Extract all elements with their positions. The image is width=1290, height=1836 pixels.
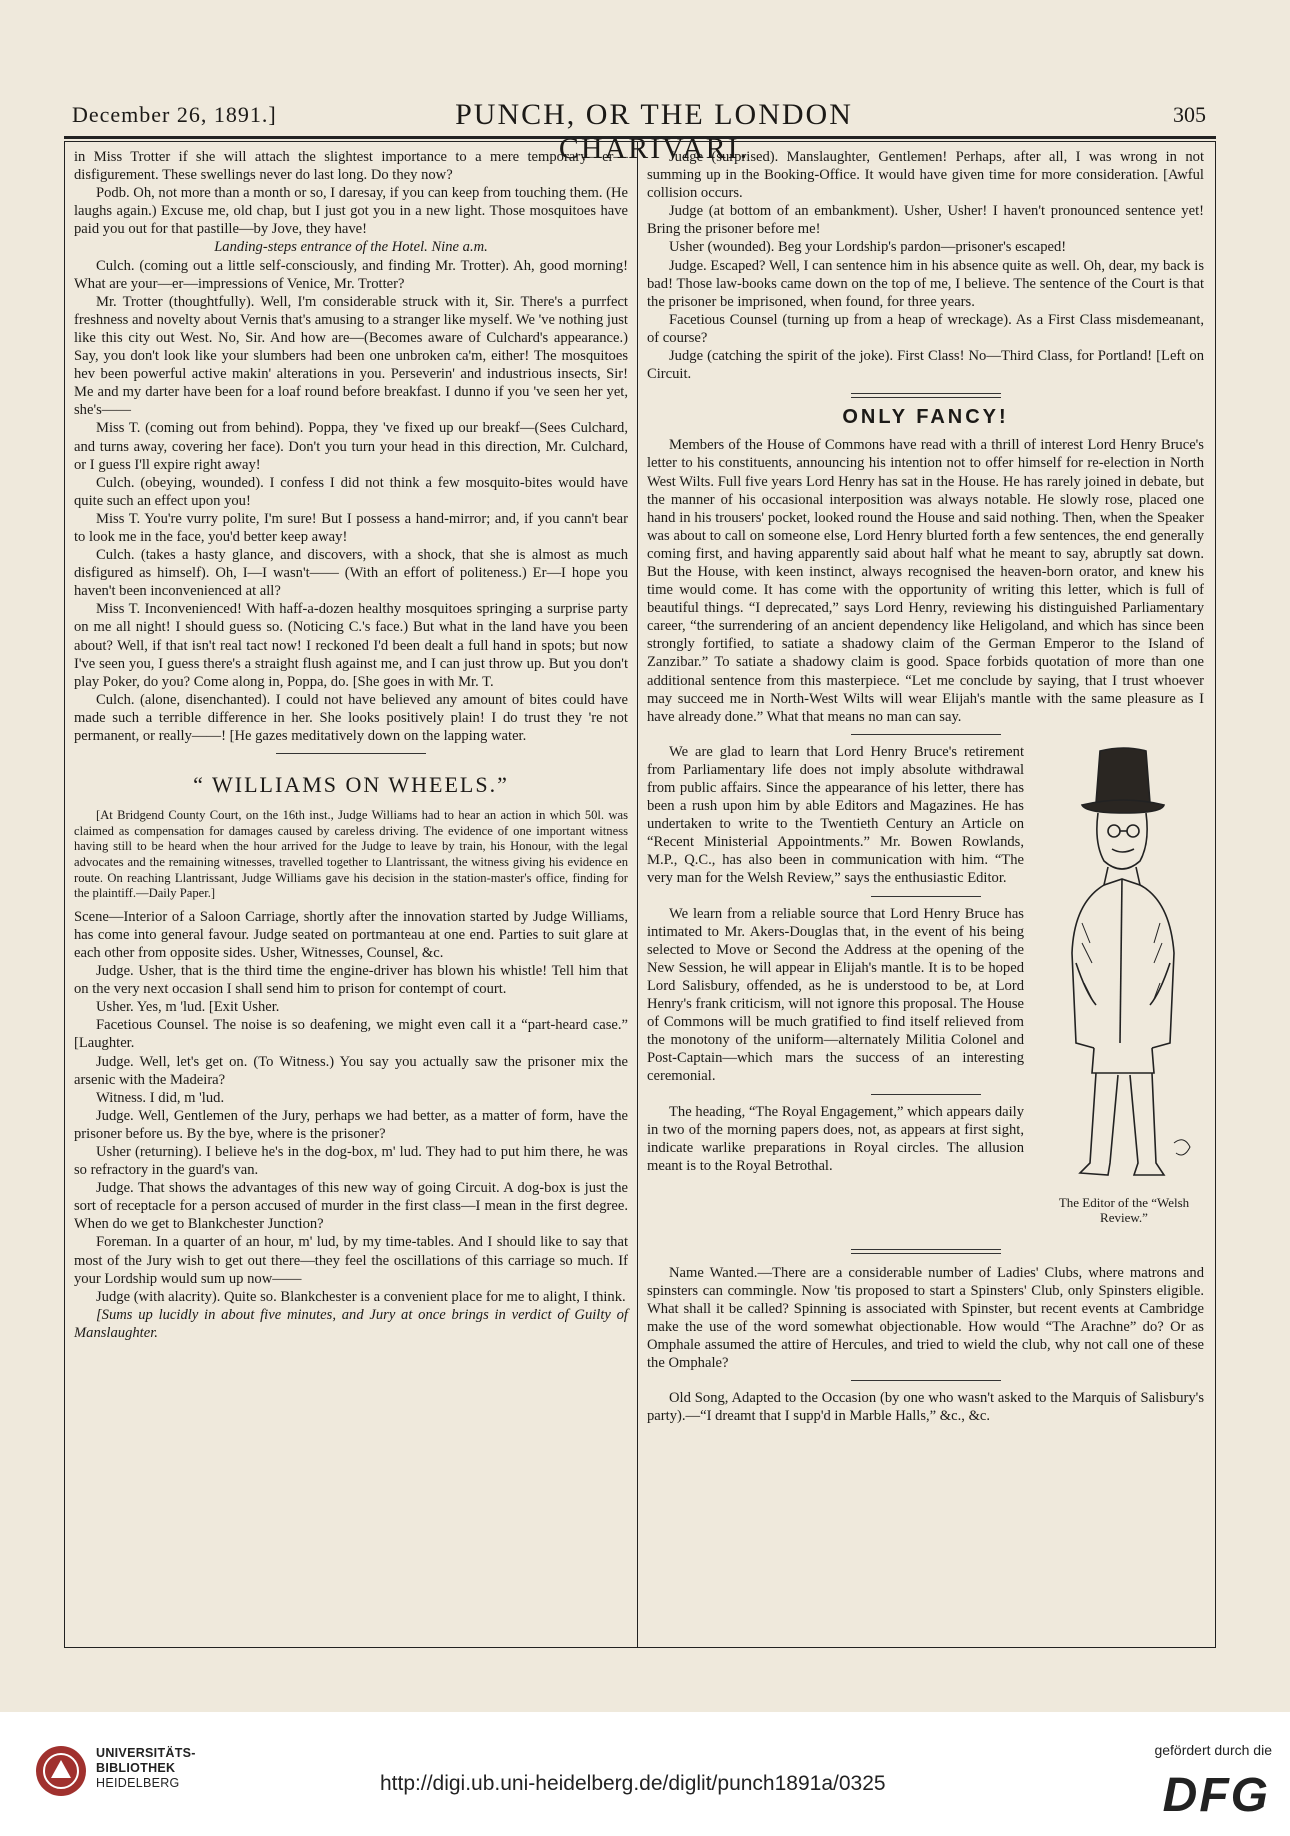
digitization-footer — [0, 1712, 1290, 1836]
paragraph: Members of the House of Commons have read with a thrill of interest Lord Henry Bruce's letter to his constituents, announcing his intention not to offer himself for re-election in North West Wilts. Full five years Lord Henry has sat in the House. He has rarely joined in debate, but the manner of his occasional interposition was always notable. He slowly rose, placed one hand in his trousers' pocket, looked round the House and said nothing. Then, when the Speaker was about to call on someone else, Lord Henry blurted forth a few sentences, the end generally coming first, and having apparently said about half what he meant to say, abruptly sat down. But the House, with keen instinct, always recognised the heaven-born orator, and knew his time would come. It has come with the opportunity of writing this letter, which is full of beautiful things. “I deprecated,” says Lord Henry, reviewing his distinguished Parliamentary career, “the surrendering of an ancient dependency like Heligoland, and which has since been strongly fortified, to satiate a shadowy claim of the German Emperor to the Island of Zanzibar.” To satiate a shadowy claim is good. Space forbids quotation of more than one additional sentence from this masterpiece. “Let me conclude by saying, that I trust whoever may succeed me in North-West Wilts will wear Elijah's mantle with the same pleasure as I have already done.” What that means no man can say. — [647, 437, 1204, 725]
university-seal-icon — [34, 1744, 88, 1798]
stage-direction: Landing-steps entrance of the Hotel. Nine a.m. — [214, 239, 488, 256]
scene-description: Scene—Interior of a Saloon Carriage, shortly after the innovation started by Judge Williams, has come into general favour. Judge seated on portmanteau at one end. Parties to suit glare at each other from opposite sides. Usher, Witnesses, Counsel, &c. — [74, 908, 628, 961]
dialogue-line: Facetious Counsel. The noise is so deafening, we might even call it a “part-heard case.” [Laughter. — [74, 1017, 628, 1052]
illustration-caption: The Editor of the “Welsh Review.” — [1058, 1194, 1190, 1225]
source-url-link[interactable]: http://digi.ub.uni-heidelberg.de/diglit/punch1891a/0325 — [380, 1772, 886, 1795]
section-rule — [851, 1249, 1001, 1254]
section-rule — [851, 393, 1001, 398]
dialogue-line: Witness. I did, m 'lud. — [96, 1089, 225, 1106]
funding-note: gefördert durch die — [1154, 1742, 1272, 1758]
left-column — [74, 148, 628, 1342]
paragraph: The heading, “The Royal Engagement,” which appears daily in two of the morning papers does, not, as appears at first sight, indicate warlike preparations in Royal circles. The allusion meant is to the Royal Betrothal. — [647, 1103, 1024, 1174]
dfg-logo: DFG — [1162, 1769, 1270, 1822]
paragraph: Podb. Oh, not more than a month or so, I daresay, if you can keep from touching them. (He laughs again.) Excuse me, old chap, but I just got you in a new light. Those mosquitoes have paid you out for that pastille—by Jove, they have! — [74, 185, 629, 238]
header-rule — [64, 136, 1216, 139]
paragraph: Culch. (alone, disenchanted). I could not have believed any amount of bites could have made such a terrible difference in her. She looks positively plain! I do trust they 're not permanent, or really——! [He gazes meditatively down on the lapping water. — [74, 691, 628, 744]
dialogue-line: Facetious Counsel (turning up from a heap of wreckage). As a First Class misdemeanant, of course? — [647, 311, 1204, 346]
dialogue-line: Usher (wounded). Beg your Lordship's pardon—prisoner's escaped! — [669, 239, 1067, 256]
paragraph: Culch. (obeying, wounded). I confess I did not think a few mosquito-bites would have quite such an effect upon you! — [74, 474, 628, 509]
page-header — [64, 98, 1216, 165]
dialogue-line: Foreman. In a quarter of an hour, m' lud, by my time-tables. And I should like to say that most of the Jury wish to get out there—they feel the oscillations of this carriage so much. If your Lordship would sum up now—— — [74, 1234, 628, 1287]
dialogue-line: Judge (catching the spirit of the joke). First Class! No—Third Class, for Portland! [Left on Circuit. — [647, 348, 1204, 383]
dialogue-line: Judge (with alacrity). Quite so. Blankchester is a convenient place for me to alight, I think. — [96, 1288, 626, 1305]
article-heading: ONLY FANCY! — [842, 406, 1009, 429]
paragraph: Miss T. (coming out from behind). Poppa, they 've fixed up our breakf—(Sees Culchard, and turns away, covering her face). Don't you turn your head in this direction, Mr. Culchard, or I guess I'll expire right away! — [74, 420, 628, 473]
paragraph: We are glad to learn that Lord Henry Bruce's retirement from Parliamentary life does not imply absolute withdrawal from public affairs. Since the appearance of his letter, there has been a rush upon him by able Editors and Magazines. He has undertaken to write to the Twentieth Century an Article on “Recent Ministerial Appointments.” Mr. Bowen Rowlands, M.P., Q.C., has also been in communication with him. “The very man for the Welsh Review,” says the enthusiastic Editor. — [647, 743, 1024, 887]
library-name: UNIVERSITÄTS- BIBLIOTHEK HEIDELBERG — [96, 1746, 196, 1790]
paragraph: Mr. Trotter (thoughtfully). Well, I'm considerable struck with it, Sir. There's a purrfect freshness and novelty about Vernis that's amusing to a stranger like myself. We 've nothing just like this city out West. No, Sir. And how are—(Becomes aware of Culchard's appearance.) Say, you don't look like your slumbers had been one unbroken ca'm, either! The mosquitoes hev been powerful active makin' alterations in you. Perseverin' and industrious insects, Sir! Me and my darter have been for a loaf round before breakfast. I dunno if you 've seen her yet, she's—— — [74, 293, 628, 419]
dialogue-line: Judge. Usher, that is the third time the engine-driver has blown his whistle! Tell him that on the very next occasion I shall send him to prison for contempt of court. — [74, 963, 628, 998]
paragraph: Culch. (coming out a little self-consciously, and finding Mr. Trotter). Ah, good morning! What are your—er—impressions of Venice, Mr. Trotter? — [74, 257, 628, 292]
paragraph: Miss T. You're vurry polite, I'm sure! But I possess a hand-mirror; and, if you cann't bear to look me in the face, you'd better keep away! — [74, 510, 628, 545]
dialogue-line: Judge. Well, Gentlemen of the Jury, perhaps we had better, as a matter of form, have the prisoner before us. By the bye, where is the prisoner? — [74, 1107, 628, 1142]
dialogue-line: Judge. That shows the advantages of this new way of going Circuit. A dog-box is just the sort of receptacle for a person accused of murder in the first class—I mean in the first degree. When do we get to Blankchester Junction? — [74, 1180, 628, 1233]
dialogue-line: Usher (returning). I believe he's in the dog-box, m' lud. They had to put him there, he was so refractory in the guard's van. — [74, 1143, 628, 1179]
right-column — [647, 148, 1204, 1426]
news-note: [At Bridgend County Court, on the 16th inst., Judge Williams had to hear an action in which 50l. was claimed as compensation for damages caused by careless driving. The evidence of one important witness having still to be heard when the hour arrived for the Judge to leave by train, his Honour, with the legal advocates and the remaining witnesses, travelled together to Llantrissant, the witness giving his evidence en route. On reaching Llantrissant, Judge Williams gave his decision in the station-master's office, finding for the plaintiff.—Daily Paper.] — [74, 808, 628, 901]
paragraph: Miss T. Inconvenienced! With haff-a-dozen healthy mosquitoes springing a surprise party on me all night! I should guess so. (Noticing C.'s face.) But what in the land have you been about? Well, if that isn't real tact now! I reckoned I'd been dealt a full hand in spots; but now I've seen you, I guess there's a straight flush against me, and I can just throw up. But you don't play Poker, do you? Come along in, Poppa, do. [She goes in with Mr. T. — [74, 601, 628, 690]
dialogue-line: Judge (surprised). Manslaughter, Gentlemen! Perhaps, after all, I was wrong in not summing up in the Booking-Office. It would have given time for more consideration. [Awful collision occurs. — [647, 149, 1204, 202]
paragraph: in Miss Trotter if she will attach the slightest importance to a mere temporary—er—disfigurement. These swellings never do last long. Do they now? — [74, 149, 628, 184]
section-rule — [851, 1380, 1001, 1381]
cartoon-illustration — [1034, 743, 1204, 1243]
section-rule — [871, 1094, 981, 1095]
dialogue-line: Usher. Yes, m 'lud. [Exit Usher. — [96, 999, 280, 1016]
paragraph: Name Wanted.—There are a considerable number of Ladies' Clubs, where matrons and spinsters can commingle. Now 'tis proposed to start a Spinsters' Club, only Spinsters eligible. What shall it be called? Spinning is associated with Spinster, but recent events at Cambridge make the use of the word somewhat objectionable. How would “The Arachne” do? Or as Omphale assumed the attire of Hercules, and tried to wield the club, why not call one of these the Omphale? — [647, 1264, 1204, 1372]
section-rule — [276, 753, 426, 754]
dialogue-line: Judge (at bottom of an embankment). Usher, Usher! I haven't pronounced sentence yet! Bring the prisoner before me! — [647, 203, 1204, 238]
section-rule — [851, 734, 1001, 735]
dialogue-line: Judge. Escaped? Well, I can sentence him in his absence quite as well. Oh, dear, my back is bad! Those law-books came down on the top of me, I believe. The sentence of the Court is that the prisoner be imprisoned, when found, for three years. — [647, 257, 1204, 310]
masthead-title: PUNCH, OR THE LONDON CHARIVARI. — [455, 98, 853, 165]
section-rule — [871, 896, 981, 897]
paragraph: We learn from a reliable source that Lord Henry Bruce has intimated to Mr. Akers-Douglas that, in the event of his being selected to Move or Second the Address at the opening of the New Session, he will appear in Elijah's mantle. It is to be hoped Lord Salisbury, offended, as he is understood to be, at Lord Henry's frank criticism, will not ignore this proposal. The House of Commons will be much gratified to find itself relieved from the monotony of the uniform—alternately Militia Colonel and Post-Captain—which mars the success of an interesting ceremonial. — [647, 905, 1024, 1085]
dialogue-line: Judge. Well, let's get on. (To Witness.) You say you actually saw the prisoner mix the arsenic with the Madeira? — [74, 1053, 628, 1088]
article-heading: “ WILLIAMS ON WHEELS.” — [193, 772, 509, 798]
column-divider — [637, 141, 638, 1647]
paragraph: Old Song, Adapted to the Occasion (by one who wasn't asked to the Marquis of Salisbury's party).—“I dreamt that I supp'd in Marble Halls,” &c., &c. — [647, 1390, 1204, 1425]
page-number: 305 — [1173, 102, 1206, 127]
issue-date: December 26, 1891.] — [72, 102, 277, 127]
gentleman-top-hat-drawing — [1034, 743, 1204, 1193]
stage-direction: [Sums up lucidly in about five minutes, and Jury at once brings in verdict of Guilty of Manslaughter. — [74, 1306, 628, 1341]
paragraph: Culch. (takes a hasty glance, and discovers, with a shock, that she is almost as much disfigured as himself). Oh, I—I wasn't—— (With an effort of politeness.) Er—I hope you haven't been inconvenienced at all? — [74, 547, 628, 600]
